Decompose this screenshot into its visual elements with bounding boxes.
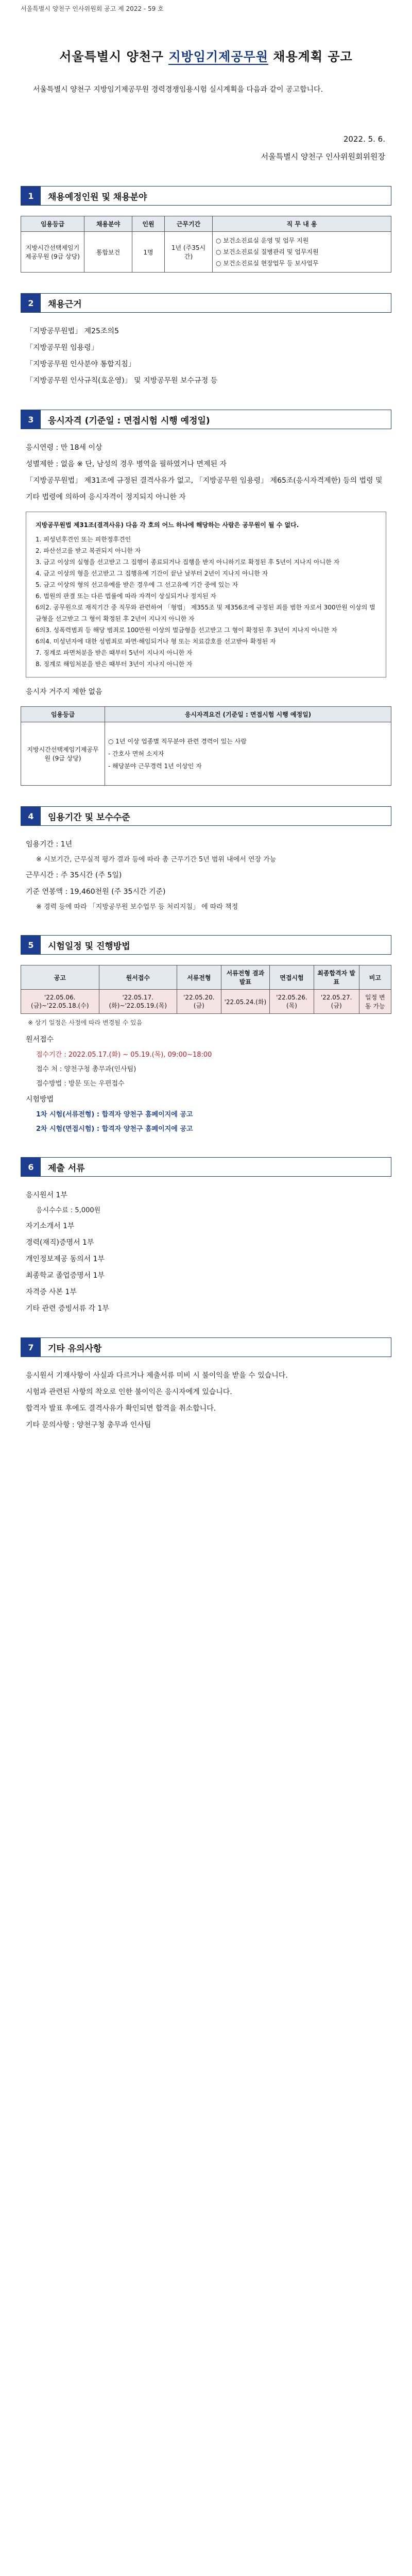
appointment-item: 근무시간 : 주 35시간 (주 5일) — [26, 871, 122, 879]
schedule-cell: 일정 변동 가능 — [359, 990, 391, 1014]
basis-item: 「지방공무원 인사규칙(호운영)」 및 지방공무원 보수규정 등 — [26, 377, 218, 385]
section-number: 3 — [21, 410, 41, 429]
title-highlight: 지방임기제공무원 — [168, 49, 268, 64]
table-header: 원서접수 — [99, 965, 177, 990]
schedule-cell: '22.05.24.(화) — [221, 990, 270, 1014]
section-header-1 — [21, 186, 391, 206]
qualification-item: 응시자 거주지 제한 없음 — [26, 688, 102, 696]
basis-item: 「지방공무원 인사분야 통합지침」 — [26, 360, 135, 368]
section-label: 제출 서류 — [48, 1163, 85, 1174]
schedule-cell: '22.05.27.(금) — [314, 990, 359, 1014]
box-line: 1. 피성년후견인 또는 피한정후견인 — [36, 536, 131, 543]
schedule-item: 접수기간 : 2022.05.17.(화) ~ 05.19.(목), 09:00~18:00 — [36, 1051, 212, 1059]
document-item: 개인정보제공 동의서 1부 — [26, 1255, 105, 1263]
table-header: 최종합격자 발표 — [314, 965, 359, 990]
schedule-cell: '22.05.17.(화)~'22.05.19.(목) — [99, 990, 177, 1014]
note-item: 응시원서 기재사항이 사실과 다르거나 제출서류 미비 시 불이익을 받을 수 있습니다. — [26, 1371, 288, 1380]
section-label: 시험일정 및 진행방법 — [48, 941, 130, 952]
schedule-note: ※ 상기 일정은 사정에 따라 변경될 수 있음 — [28, 1019, 143, 1026]
grade-cell: 지방시간선택제임기제공무원 (9급 상당) — [21, 722, 105, 786]
note-item: 합격자 발표 후에도 결격사유가 확인되면 합격을 취소합니다. — [26, 1404, 216, 1413]
schedule-item: 접수방법 : 방문 또는 우편접수 — [36, 1080, 125, 1088]
document-item: 기타 관련 증빙서류 각 1부 — [26, 1304, 109, 1313]
box-title: 지방공무원법 제31조(결격사유) 다음 각 호의 어느 하나에 해당하는 사람은 공무원이 될 수 없다. — [36, 521, 299, 529]
box-line: 6의2. 공무원으로 재직기간 중 직무와 관련하여 「형법」 제355조 및 제356조에 규정된 죄를 범한 자로서 300만원 이상의 벌금형을 선고받고 그 형이 확정된 후 2년이 지나지 아니한 자 — [36, 604, 375, 622]
table-header: 비고 — [359, 965, 391, 990]
box-line: 7. 징계로 파면처분을 받은 때부터 5년이 지나지 아니한 자 — [36, 649, 193, 656]
section-number: 7 — [21, 1338, 41, 1357]
section-header-3 — [21, 410, 391, 429]
page-title — [21, 46, 391, 64]
section-label: 기타 유의사항 — [48, 1343, 102, 1354]
grade-cell: 지방시간선택제임기제공무원 (9급 상당) — [21, 232, 84, 273]
appointment-item: 임용기간 : 1년 — [26, 840, 73, 849]
schedule-item: 접수 처 : 양천구청 총무과(인사팀) — [36, 1065, 136, 1073]
table-row — [21, 232, 391, 273]
table-header: 임용등급 — [21, 216, 84, 232]
section-label: 임용기간 및 보수수준 — [48, 812, 130, 823]
disqualification-box — [26, 512, 386, 677]
schedule-item: 2차 시험(면접시험) : 합격자 양천구 홈페이지에 공고 — [36, 1125, 193, 1133]
duties-cell: ○ 보건소진료실 운영 및 업무 지원 ○ 보건소진료실 질병관리 및 업무지원 ○ 보건소진료실 현장업무 등 보사업무 — [213, 232, 391, 273]
box-line: 2. 파산선고를 받고 복권되지 아니한 자 — [36, 547, 141, 554]
basis-item: 「지방공무원 임용령」 — [26, 344, 98, 352]
schedule-item: 시험방법 — [26, 1095, 54, 1104]
note-item: 시험과 관련된 사항의 착오로 인한 불이익은 응시자에게 있습니다. — [26, 1388, 232, 1396]
recruitment-table — [21, 216, 391, 273]
table-header: 서류전형 — [177, 965, 221, 990]
table-header: 응시자격요건 (기준일 : 면접시험 시행 예정일) — [105, 707, 391, 722]
announcement-date — [27, 130, 385, 165]
box-line: 6의3. 성폭력범죄 등 해당 범죄로 100만원 이상의 벌금형을 선고받고 그 형이 확정된 후 3년이 지나지 아니한 자 — [36, 626, 337, 634]
table-header: 면접시험 — [270, 965, 314, 990]
section-header-7 — [21, 1337, 391, 1357]
period-cell: 1년 (주35시간) — [165, 232, 213, 273]
document-item: 응시원서 1부 — [26, 1191, 67, 1199]
qualification-table — [21, 706, 391, 786]
section-header-4 — [21, 806, 391, 826]
table-header: 공고 — [21, 965, 99, 990]
date-line: 2022. 5. 6. — [343, 134, 385, 144]
table-header: 채용분야 — [84, 216, 132, 232]
section-header-6 — [21, 1157, 391, 1177]
title-suffix: 채용계획 공고 — [268, 49, 353, 64]
section-number: 5 — [21, 936, 41, 954]
section-number: 2 — [21, 294, 41, 312]
schedule-cell: '22.05.20.(금) — [177, 990, 221, 1014]
section-header-2 — [21, 293, 391, 313]
table-row — [21, 990, 391, 1014]
box-line: 6. 법원의 판결 또는 다른 법률에 따라 자격이 상실되거나 정지된 자 — [36, 592, 216, 600]
table-header: 서류전형 결과발표 — [221, 965, 270, 990]
table-header: 임용등급 — [21, 707, 105, 722]
schedule-item: 원서접수 — [26, 1036, 54, 1044]
schedule-item: 1차 시험(서류전형) : 합격자 양천구 홈페이지에 공고 — [36, 1111, 193, 1118]
appointment-item: 기준 연봉액 : 19,460천원 (주 35시간 기준) — [26, 888, 166, 896]
box-line: 5. 금고 이상의 형의 선고유예를 받은 경우에 그 선고유예 기간 중에 있는 자 — [36, 581, 238, 588]
schedule-cell: '22.05.26.(목) — [270, 990, 314, 1014]
section-number: 6 — [21, 1158, 41, 1176]
qualification-item: 응시연령 : 만 18세 이상 — [26, 444, 102, 452]
table-row — [21, 722, 391, 786]
table-header: 직 무 내 용 — [213, 216, 391, 232]
qualification-item: 성별제한 : 없음 ※ 단, 남성의 경우 병역을 필하였거나 면제된 자 — [26, 460, 227, 468]
schedule-table — [21, 965, 391, 1014]
basis-item: 「지방공무원법」 제25조의5 — [26, 327, 119, 335]
intro-text: 서울특별시 양천구 지방임기제공무원 경력경쟁임용시험 실시계획을 다음과 같이 공고합니다. — [33, 86, 323, 94]
document-item: 자기소개서 1부 — [26, 1222, 75, 1230]
section-number: 4 — [21, 807, 41, 825]
appointment-note: ※ 시보기간, 근무실적 평가 결과 등에 따라 총 근무기간 5년 범위 내에서 연장 가능 — [36, 856, 277, 863]
requirement-cell: ○ 1년 이상 업종별 직무분야 관련 경력이 있는 사람 - 간호사 면허 소지자 - 해당분야 근무경력 1년 이상인 자 — [105, 722, 391, 786]
section-number: 1 — [21, 187, 41, 205]
document-item: 자격증 사본 1부 — [26, 1288, 77, 1296]
schedule-cell: '22.05.06.(금)~'22.05.18.(수) — [21, 990, 99, 1014]
table-header: 인원 — [132, 216, 165, 232]
section-label: 응시자격 (기준일 : 면접시험 시행 예정일) — [48, 415, 210, 426]
box-line: 6의4. 미성년자에 대한 성범죄로 파면·해임되거나 형 또는 치료감호를 선고받아 확정된 자 — [36, 638, 276, 645]
document-item: 최종학교 졸업증명서 1부 — [26, 1272, 105, 1280]
appointment-note: ※ 경력 등에 따라 「지방공무원 보수업무 등 처리지침」 에 따라 책정 — [36, 903, 238, 911]
box-line: 8. 징계로 해임처분을 받은 때부터 3년이 지나지 아니한 자 — [36, 660, 193, 668]
field-cell: 통합보건 — [84, 232, 132, 273]
section-label: 채용예정인원 및 채용분야 — [48, 192, 147, 202]
document-item: 응시수수료 : 5,000원 — [36, 1207, 101, 1214]
qualification-item: 「지방공무원법」 제31조에 규정된 결격사유가 없고, 「지방공무원 임용령」 제65조(응시자격제한) 등의 법령 및 기타 법령에 의하여 응시자격이 정지되지 아니한 자 — [26, 477, 383, 501]
notice-number: 서울특별시 양천구 인사위원회 공고 제 2022 - 59 호 — [21, 5, 164, 12]
section-header-5 — [21, 935, 391, 955]
table-header: 근무기간 — [165, 216, 213, 232]
box-line: 3. 금고 이상의 실형을 선고받고 그 집행이 종료되거나 집행을 받지 아니하기로 확정된 후 5년이 지나지 아니한 자 — [36, 558, 340, 566]
document-item: 경력(재직)증명서 1부 — [26, 1239, 94, 1247]
count-cell: 1명 — [132, 232, 165, 273]
box-line: 4. 금고 이상의 형을 선고받고 그 집행유예 기간이 끝난 날부터 2년이 지나지 아니한 자 — [36, 570, 268, 577]
section-label: 채용근거 — [48, 299, 82, 310]
note-item: 기타 문의사항 : 양천구청 총무과 인사팀 — [26, 1421, 151, 1429]
title-prefix: 서울특별시 양천구 — [59, 49, 169, 64]
signer-line: 서울특별시 양천구 인사위원회위원장 — [261, 152, 385, 161]
